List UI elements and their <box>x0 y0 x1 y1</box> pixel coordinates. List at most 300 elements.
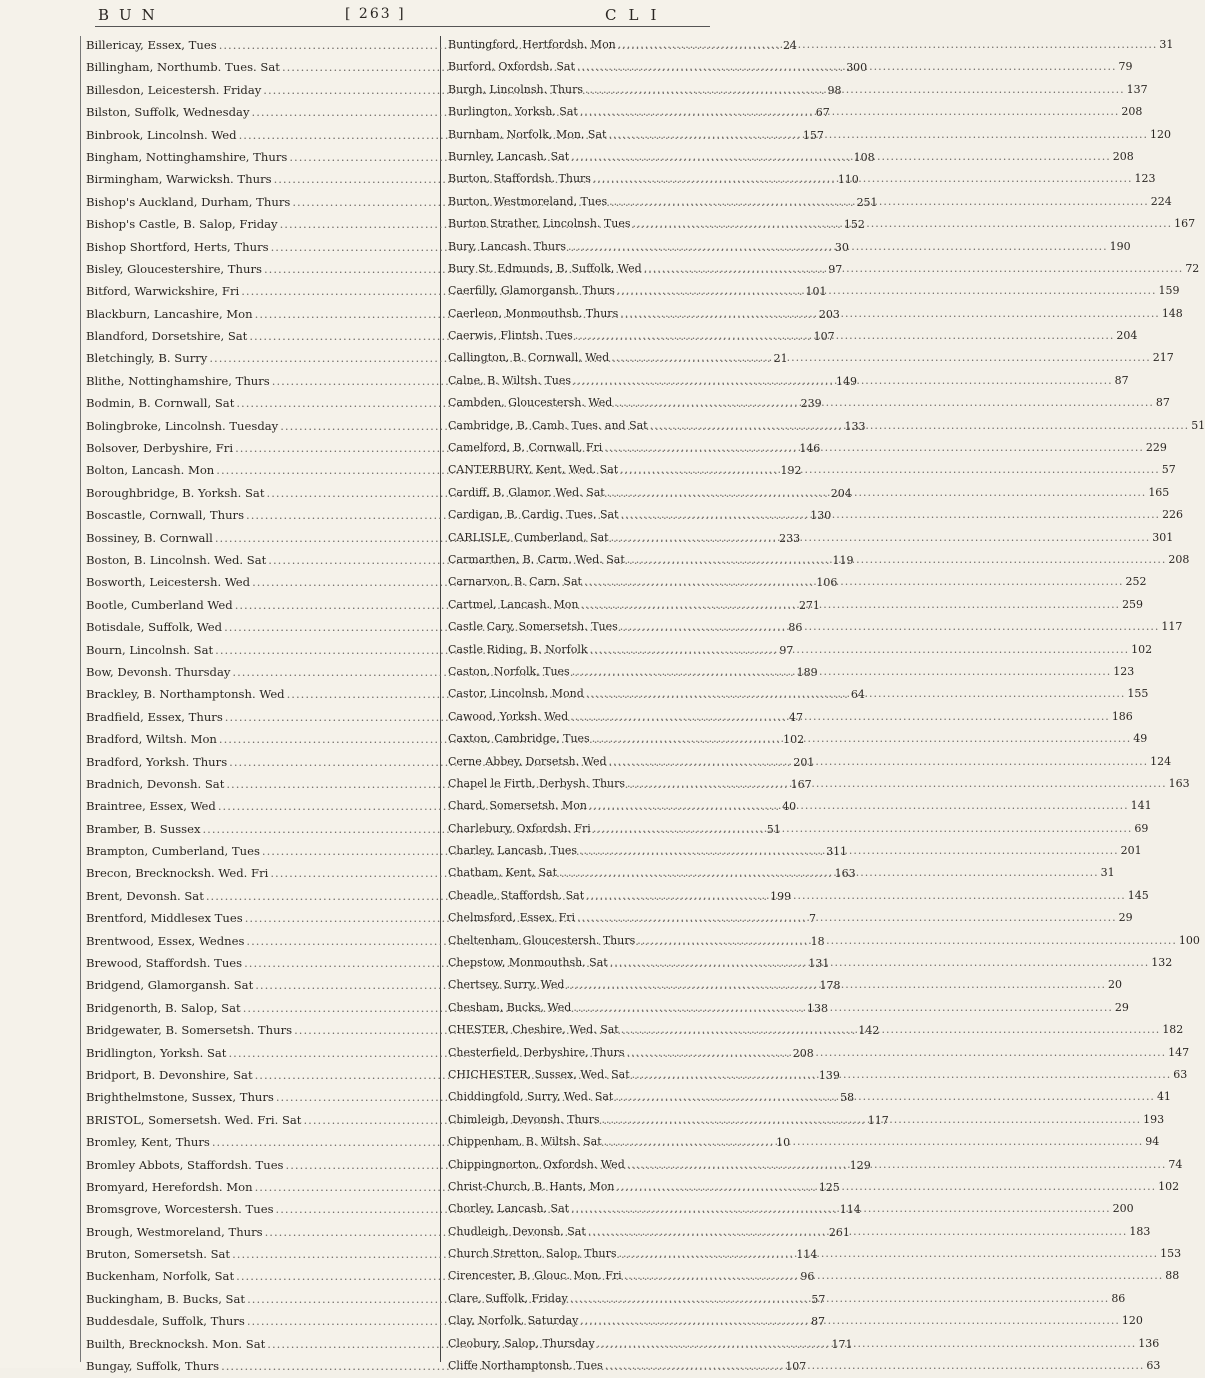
entry-place: CARLISLE, Cumberland, Sat <box>448 530 609 544</box>
entry-page-number: 147 <box>1168 1045 1190 1059</box>
entry-page-number: 261 <box>828 1225 850 1239</box>
entry-page-number: 189 <box>796 665 818 679</box>
entry-page-number: 163 <box>1168 776 1190 790</box>
entry-place: Cleobury, Salop, Thursday <box>448 1336 595 1350</box>
entry-page-number: 7 <box>808 912 816 926</box>
entry-page-number: 131 <box>808 957 830 971</box>
entry-page-number: 21 <box>773 352 788 366</box>
entry-page-number: 141 <box>1130 799 1152 813</box>
entry-page-number: 252 <box>1125 575 1147 589</box>
entry-page-number: 24 <box>782 39 797 52</box>
entry-place: Binbrook, Lincolnsh. Wed <box>86 127 237 142</box>
entry-page-number: 86 <box>1111 1291 1126 1305</box>
entry-leader-dots <box>577 840 1121 862</box>
entry-place: Burton, Westmoreland, Tues <box>448 194 608 208</box>
entry-leader-dots <box>602 1131 1146 1153</box>
entry-place: Cardigan, B. Cardig. Tues. Sat <box>448 508 619 522</box>
entry-leader-dots <box>607 751 1151 773</box>
entry-leader-dots <box>575 907 1119 929</box>
entry-page-number: 199 <box>770 889 792 903</box>
entry-page-number: 251 <box>856 195 878 209</box>
entry-place: Boscastle, Cornwall, Thurs <box>86 508 245 523</box>
header-left-guide-word: BUN <box>98 6 165 24</box>
entry-place: Bridgenorth, B. Salop, Sat <box>86 1000 241 1015</box>
entry-page-number: 208 <box>1121 105 1143 119</box>
entry-leader-dots <box>569 146 1113 168</box>
entry-page-number: 40 <box>782 800 797 814</box>
entry-leader-dots <box>587 795 1131 817</box>
entry-page-number: 87 <box>1114 373 1129 387</box>
entry-place: Chippenham, B. Wiltsh. Sat <box>448 1135 602 1149</box>
entry-place: Carmarthen, B. Carm. Wed. Sat <box>448 552 625 566</box>
entry-place: Chertsey, Surry, Wed <box>448 978 565 992</box>
entry-leader-dots <box>566 236 1110 258</box>
entry-place: Christ-Church, B. Hants, Mon <box>448 1179 615 1193</box>
entry-place: Burton, Staffordsh. Thurs <box>448 172 591 186</box>
entry-leader-dots <box>642 258 1186 280</box>
entry-place: Caerleon, Monmouthsh. Thurs <box>448 306 619 320</box>
entry-place: Bingham, Nottinghamshire, Thurs <box>86 149 288 164</box>
entry-place: Cliffe Northamptonsh. Tues <box>448 1359 603 1373</box>
entry-leader-dots <box>630 213 1174 235</box>
entry-place: Blandford, Dorsetshire, Sat <box>86 329 248 344</box>
entry-place: Charley, Lancash. Tues <box>448 844 578 858</box>
entry-page-number: 157 <box>802 128 824 142</box>
entry-leader-dots <box>630 1064 1174 1086</box>
entry-leader-dots <box>570 661 1114 683</box>
entry-leader-dots <box>578 594 1122 616</box>
entry-place: Brewood, Staffordsh. Tues <box>86 956 243 971</box>
entry-page-number: 233 <box>779 531 801 545</box>
entry-page-number: 102 <box>1131 642 1153 656</box>
entry-place: Burlington, Yorksh. Sat <box>448 105 578 119</box>
entry-page-number: 129 <box>849 1158 871 1172</box>
entry-page-number: 190 <box>1109 239 1131 253</box>
entry-place: Bridgend, Glamorgansh. Sat <box>86 978 254 993</box>
entry-place: Bridlington, Yorksh. Sat <box>86 1045 227 1060</box>
entry-place: Chard, Somersetsh. Mon <box>448 799 587 813</box>
entry-place: Bletchingly, B. Surry <box>86 351 208 366</box>
entry-page-number: 79 <box>1118 60 1133 74</box>
entry-place: Cardiff, B. Glamor. Wed. Sat <box>448 485 605 499</box>
entry-page-number: 182 <box>1162 1023 1184 1037</box>
entry-leader-dots <box>625 773 1169 795</box>
entry-page-number: 145 <box>1127 888 1149 902</box>
entry-page-number: 226 <box>1162 508 1184 522</box>
entry-page-number: 271 <box>798 598 820 612</box>
entry-page-number: 87 <box>811 1315 826 1329</box>
entry-place: Cerne Abbey, Dorsetsh. Wed <box>448 754 607 768</box>
entry-page-number: 201 <box>793 755 815 769</box>
entry-place: BRISTOL, Somersetsh. Wed. Fri. Sat <box>86 1112 302 1127</box>
entry-leader-dots <box>608 952 1152 974</box>
entry-place: Castor, Lincolnsh. Mond <box>448 687 584 701</box>
entry-place: Buntingford, Hertfordsh. Mon <box>448 38 616 51</box>
entry-page-number: 148 <box>1161 306 1183 320</box>
entry-place: Blackburn, Lancashire, Mon <box>86 306 253 321</box>
entry-page-number: 165 <box>1148 485 1170 499</box>
entry-leader-dots <box>573 325 1117 347</box>
entry-page-number: 193 <box>1143 1112 1165 1126</box>
entry-page-number: 96 <box>800 1270 815 1284</box>
entry-leader-dots <box>578 1310 1122 1332</box>
entry-leader-dots <box>625 1042 1169 1064</box>
entry-page-number: 259 <box>1122 597 1144 611</box>
entry-page-number: 123 <box>1113 664 1135 678</box>
entry-page-number: 57 <box>811 1292 826 1306</box>
entry-place: Cirencester, B. Glouc. Mon. Fri <box>448 1269 622 1283</box>
entry-page-number: 30 <box>834 240 849 254</box>
entry-place: Builth, Brecknocksh. Mon. Sat <box>86 1336 266 1351</box>
entry-place: Bolton, Lancash. Mon <box>86 463 215 478</box>
entry-page-number: 300 <box>846 61 868 75</box>
entry-place: Cambden, Gloucestersh. Wed <box>448 396 613 410</box>
entry-place: Burnley, Lancash. Sat <box>448 149 570 163</box>
entry-page-number: 94 <box>1145 1135 1160 1149</box>
entry-page-number: 114 <box>839 1203 861 1217</box>
entry-page-number: 204 <box>830 486 852 500</box>
header-rule <box>95 26 710 27</box>
entry-place: CHICHESTER, Sussex, Wed. Sat <box>448 1067 630 1081</box>
entry-page-number: 107 <box>813 330 835 344</box>
entry-page-number: 159 <box>1158 284 1180 298</box>
entry-place: Brecon, Brecknocksh. Wed. Fri <box>86 866 269 881</box>
page-header <box>80 6 720 32</box>
entry-leader-dots <box>616 34 1160 56</box>
entry-page-number: 186 <box>1111 709 1133 723</box>
entry-place: Burton Strather, Lincolnsh. Tues <box>448 217 631 231</box>
entry-page-number: 208 <box>1112 149 1134 163</box>
entry-place: Bradford, Yorksh. Thurs <box>86 754 228 769</box>
entry-page-number: 18 <box>810 934 825 948</box>
entry-page-number: 139 <box>818 1068 840 1082</box>
entry-place: Bruton, Somersetsh. Sat <box>86 1247 231 1262</box>
entry-leader-dots <box>625 1154 1169 1176</box>
entry-page-number: 57 <box>1161 463 1176 477</box>
entry-leader-dots <box>583 79 1127 101</box>
entry-page-number: 311 <box>826 845 848 859</box>
entry-place: Burgh, Lincolnsh. Thurs <box>448 82 583 96</box>
entry-page-number: 155 <box>1127 687 1149 701</box>
entry-leader-dots <box>588 639 1132 661</box>
entry-page-number: 29 <box>1114 1000 1129 1014</box>
entry-leader-dots <box>571 370 1115 392</box>
entry-place: Buckingham, B. Bucks, Sat <box>86 1291 246 1306</box>
entry-page-number: 123 <box>1134 172 1156 186</box>
entry-place: Burford, Oxfordsh. Sat <box>448 60 575 74</box>
entry-place: Botisdale, Suffolk, Wed <box>86 620 223 635</box>
entry-leader-dots <box>613 1086 1157 1108</box>
entry-place: Clare, Suffolk, Friday <box>448 1291 568 1305</box>
entry-page-number: 301 <box>1152 530 1174 544</box>
index-entry <box>448 907 1133 929</box>
entry-page-number: 149 <box>836 374 858 388</box>
entry-leader-dots <box>575 56 1119 78</box>
entry-place: CHESTER, Cheshire, Wed. Sat <box>448 1023 619 1037</box>
entry-leader-dots <box>557 862 1101 884</box>
entry-page-number: 51 <box>1191 418 1205 432</box>
entry-place: Caerfilly, Glamorgansh. Thurs <box>448 284 615 298</box>
entry-place: Bradnich, Devonsh. Sat <box>86 776 225 791</box>
entry-page-number: 97 <box>828 262 843 276</box>
entry-place: Brampton, Cumberland, Tues <box>86 844 260 859</box>
entry-place: Castle Cary, Somersetsh. Tues <box>448 620 618 634</box>
entry-page-number: 102 <box>783 733 805 747</box>
entry-leader-dots <box>618 616 1162 638</box>
entry-place: Bolsover, Derbyshire, Fri <box>86 441 234 456</box>
entry-page-number: 120 <box>1121 1314 1143 1328</box>
entry-page-number: 58 <box>840 1091 855 1105</box>
entry-leader-dots <box>605 482 1149 504</box>
entry-place: Chelmsford, Essex, Fri <box>448 911 576 925</box>
entry-page-number: 217 <box>1152 351 1174 365</box>
entry-place: Chimleigh, Devonsh. Thurs <box>448 1112 600 1126</box>
entry-place: CANTERBURY, Kent, Wed. Sat <box>448 463 619 477</box>
entry-leader-dots <box>591 818 1135 840</box>
entry-place: Cambridge, B. Camb. Tues. and Sat <box>448 418 648 432</box>
entry-place: Blithe, Nottinghamshire, Thurs <box>86 373 270 388</box>
entry-place: Boston, B. Lincolnsh. Wed. Sat <box>86 552 267 567</box>
entry-page-number: 41 <box>1156 1090 1171 1104</box>
entry-page-number: 146 <box>799 442 821 456</box>
entry-page-number: 49 <box>1133 732 1148 746</box>
entry-page-number: 183 <box>1129 1224 1151 1238</box>
entry-page-number: 136 <box>1138 1336 1160 1350</box>
entry-place: Bourn, Lincolnsh. Sat <box>86 642 214 657</box>
entry-place: Bury, Lancash. Thurs <box>448 239 566 253</box>
entry-page-number: 97 <box>779 643 794 657</box>
entry-place: Bromyard, Herefordsh. Mon <box>86 1179 253 1194</box>
entry-page-number: 138 <box>806 1001 828 1015</box>
entry-leader-dots <box>586 1221 1130 1243</box>
entry-page-number: 239 <box>800 397 822 411</box>
entry-place: Caxton, Cambridge, Tues <box>448 732 590 746</box>
entry-leader-dots <box>591 168 1135 190</box>
entry-page-number: 152 <box>843 218 865 232</box>
entry-place: Castle Riding, B. Norfolk <box>448 642 588 656</box>
entry-place: Bromley Abbots, Staffordsh. Tues <box>86 1157 284 1172</box>
entry-page-number: 192 <box>780 464 802 478</box>
entry-place: Bishop Shortford, Herts, Thurs <box>86 239 269 254</box>
entry-place: Bromley, Kent, Thurs <box>86 1135 210 1150</box>
entry-leader-dots <box>618 459 1162 481</box>
entry-page-number: 100 <box>1178 933 1200 947</box>
entry-place: Birmingham, Warwicksh. Thurs <box>86 172 272 187</box>
index-entry <box>448 347 1174 369</box>
entry-place: Chatham, Kent, Sat <box>448 866 557 880</box>
entry-place: Cheltenham, Gloucestersh. Thurs <box>448 933 636 947</box>
entry-place: Chorley, Lancash. Sat <box>448 1202 570 1216</box>
entry-page-number: 153 <box>1160 1247 1182 1261</box>
entry-page-number: 142 <box>858 1024 880 1038</box>
entry-page-number: 67 <box>815 106 830 120</box>
entry-place: Chiddingfold, Surry, Wed. Sat <box>448 1090 614 1104</box>
entry-leader-dots <box>607 191 1151 213</box>
entry-leader-dots <box>603 1355 1147 1377</box>
entry-page-number: 47 <box>789 710 804 724</box>
entry-leader-dots <box>568 1288 1112 1310</box>
entry-place: Bishop's Castle, B. Salop, Friday <box>86 217 278 232</box>
entry-page-number: 101 <box>805 285 827 299</box>
entry-leader-dots <box>619 1019 1163 1041</box>
entry-place: Church Stretton, Salop, Thurs <box>448 1247 617 1261</box>
entry-place: Bridgewater, B. Somersetsh. Thurs <box>86 1023 293 1038</box>
entry-leader-dots <box>609 527 1153 549</box>
entry-place: Carnarvon, B. Carn. Sat <box>448 575 582 589</box>
entry-place: Bootle, Cumberland Wed <box>86 597 233 612</box>
entry-page-number: 20 <box>1108 978 1123 992</box>
entry-page-number: 120 <box>1150 127 1172 141</box>
entry-page-number: 87 <box>1155 396 1170 410</box>
entry-place: Braintree, Essex, Wed <box>86 799 216 814</box>
entry-page-number: 29 <box>1118 911 1133 925</box>
entry-place: Chesham, Bucks, Wed <box>448 1000 572 1014</box>
entry-page-number: 167 <box>1174 217 1196 231</box>
entry-place: Billesdon, Leicestersh. Friday <box>86 82 262 97</box>
entry-leader-dots <box>569 1198 1113 1220</box>
entry-page-number: 114 <box>796 1248 818 1262</box>
entry-place: Brackley, B. Northamptonsh. Wed <box>86 687 285 702</box>
entry-place: Brent, Devonsh. Sat <box>86 888 204 903</box>
entry-place: Callington, B. Cornwall, Wed <box>448 351 610 365</box>
entry-leader-dots <box>595 1333 1139 1355</box>
entry-place: Burnham, Norfolk, Mon. Sat <box>448 127 607 141</box>
entry-place: Buckenham, Norfolk, Sat <box>86 1269 235 1284</box>
entry-page-number: 64 <box>850 688 865 702</box>
entry-leader-dots <box>584 683 1128 705</box>
entry-place: Brentford, Middlesex Tues <box>86 911 243 926</box>
entry-place: Bradfield, Essex, Thurs <box>86 709 223 724</box>
entry-place: Cawood, Yorksh. Wed <box>448 709 569 723</box>
entry-place: Cartmel, Lancash. Mon <box>448 597 579 611</box>
entry-page-number: 204 <box>1116 329 1138 343</box>
entry-place: Bosworth, Leicestersh. Wed <box>86 575 251 590</box>
entry-place: Brentwood, Essex, Wednes <box>86 933 245 948</box>
entry-page-number: 31 <box>1100 866 1115 880</box>
entry-place: Clay, Norfolk, Saturday <box>448 1314 579 1328</box>
entry-leader-dots <box>612 392 1156 414</box>
entry-page-number: 132 <box>1151 956 1173 970</box>
entry-page-number: 137 <box>1126 82 1148 96</box>
entry-page-number: 203 <box>818 307 840 321</box>
entry-place: Chesterfield, Derbyshire, Thurs <box>448 1045 625 1059</box>
entry-place: Bow, Devonsh. Thursday <box>86 664 231 679</box>
page-number: [ 263 ] <box>345 6 406 22</box>
entry-place: Bradford, Wiltsh. Mon <box>86 732 217 747</box>
entry-place: Brough, Westmoreland, Thurs <box>86 1224 263 1239</box>
entry-page-number: 117 <box>867 1113 889 1127</box>
entry-leader-dots <box>600 1109 1144 1131</box>
entry-leader-dots <box>602 437 1146 459</box>
entry-place: Chudleigh, Devonsh. Sat <box>448 1224 586 1238</box>
entry-page-number: 163 <box>834 867 856 881</box>
entry-leader-dots <box>622 1265 1166 1287</box>
entry-leader-dots <box>571 997 1115 1019</box>
entry-place: Brighthelmstone, Sussex, Thurs <box>86 1090 274 1105</box>
entry-page-number: 69 <box>1134 821 1149 835</box>
entry-place: Caerwis, Flintsh. Tues <box>448 329 573 343</box>
entry-page-number: 102 <box>1158 1179 1180 1193</box>
entry-page-number: 117 <box>1161 620 1183 634</box>
entry-place: Bury St. Edmunds, B. Suffolk, Wed <box>448 261 642 275</box>
entry-page-number: 224 <box>1150 194 1172 208</box>
entry-leader-dots <box>584 885 1128 907</box>
entry-leader-dots <box>582 571 1126 593</box>
entry-leader-dots <box>618 303 1162 325</box>
entry-page-number: 201 <box>1120 844 1142 858</box>
entry-page-number: 119 <box>832 553 854 567</box>
entry-page-number: 108 <box>853 150 875 164</box>
entry-leader-dots <box>568 706 1112 728</box>
entry-place: Bilston, Suffolk, Wednesday <box>86 105 250 120</box>
entry-place: Bodmin, B. Cornwall, Sat <box>86 396 235 411</box>
entry-page-number: 10 <box>776 1136 791 1150</box>
entry-page-number: 110 <box>837 173 859 187</box>
entry-page-number: 229 <box>1145 441 1167 455</box>
entry-page-number: 200 <box>1112 1202 1134 1216</box>
entry-page-number: 72 <box>1185 261 1200 275</box>
entry-page-number: 86 <box>788 621 803 635</box>
entry-page-number: 106 <box>816 576 838 590</box>
entry-leader-dots <box>614 1176 1158 1198</box>
entry-page-number: 130 <box>810 509 832 523</box>
entry-place: Bramber, B. Sussex <box>86 821 201 836</box>
entry-place: Bossiney, B. Cornwall <box>86 530 213 545</box>
entry-leader-dots <box>564 974 1108 996</box>
entry-leader-dots <box>615 280 1159 302</box>
entry-place: Buddesdale, Suffolk, Thurs <box>86 1314 245 1329</box>
entry-place: Calne, B. Wiltsh. Tues <box>448 373 572 387</box>
entry-leader-dots <box>609 347 1153 369</box>
entry-page-number: 167 <box>790 777 812 791</box>
entry-place: Bolingbroke, Lincolnsh. Tuesday <box>86 418 279 433</box>
entry-page-number: 63 <box>1173 1067 1188 1081</box>
entry-place: Chippingnorton, Oxfordsh. Wed <box>448 1157 625 1171</box>
entry-page-number: 208 <box>792 1046 814 1060</box>
entry-place: Billingham, Northumb. Tues. Sat <box>86 60 280 75</box>
entry-leader-dots <box>635 930 1179 952</box>
entry-leader-dots <box>618 504 1162 526</box>
entry-leader-dots <box>617 1243 1161 1265</box>
entry-place: Boroughbridge, B. Yorksh. Sat <box>86 485 265 500</box>
entry-page-number: 74 <box>1168 1157 1183 1171</box>
entry-page-number: 171 <box>831 1337 853 1351</box>
entry-leader-dots <box>606 124 1150 146</box>
entry-page-number: 124 <box>1150 754 1172 768</box>
entry-page-number: 98 <box>827 83 842 97</box>
entry-page-number: 88 <box>1165 1269 1180 1283</box>
entry-leader-dots <box>648 415 1192 437</box>
entry-page-number: 107 <box>785 1360 807 1374</box>
entry-place: Bishop's Auckland, Durham, Thurs <box>86 194 291 209</box>
entry-place: Chepstow, Monmouthsh. Sat <box>448 956 608 970</box>
entry-page-number: 51 <box>766 822 781 836</box>
entry-leader-dots <box>590 728 1134 750</box>
entry-place: Bisley, Gloucestershire, Thurs <box>86 261 262 276</box>
entry-place: Bitford, Warwickshire, Fri <box>86 284 240 299</box>
entry-place: Billericay, Essex, Tues <box>86 38 217 52</box>
entry-page-number: 63 <box>1146 1359 1161 1373</box>
entry-page-number: 133 <box>844 419 866 433</box>
left-margin-rule <box>80 36 81 1362</box>
entry-page-number: 125 <box>818 1180 840 1194</box>
entry-place: Bridport, B. Devonshire, Sat <box>86 1067 253 1082</box>
entry-place: Caston, Norfolk, Tues <box>448 664 570 678</box>
entry-page-number: 208 <box>1168 552 1190 566</box>
header-right-guide-word: CLI <box>605 6 669 24</box>
entry-place: Chapel le Firth, Derbysh. Thurs <box>448 776 626 790</box>
entry-place: Bromsgrove, Worcestersh. Tues <box>86 1202 274 1217</box>
